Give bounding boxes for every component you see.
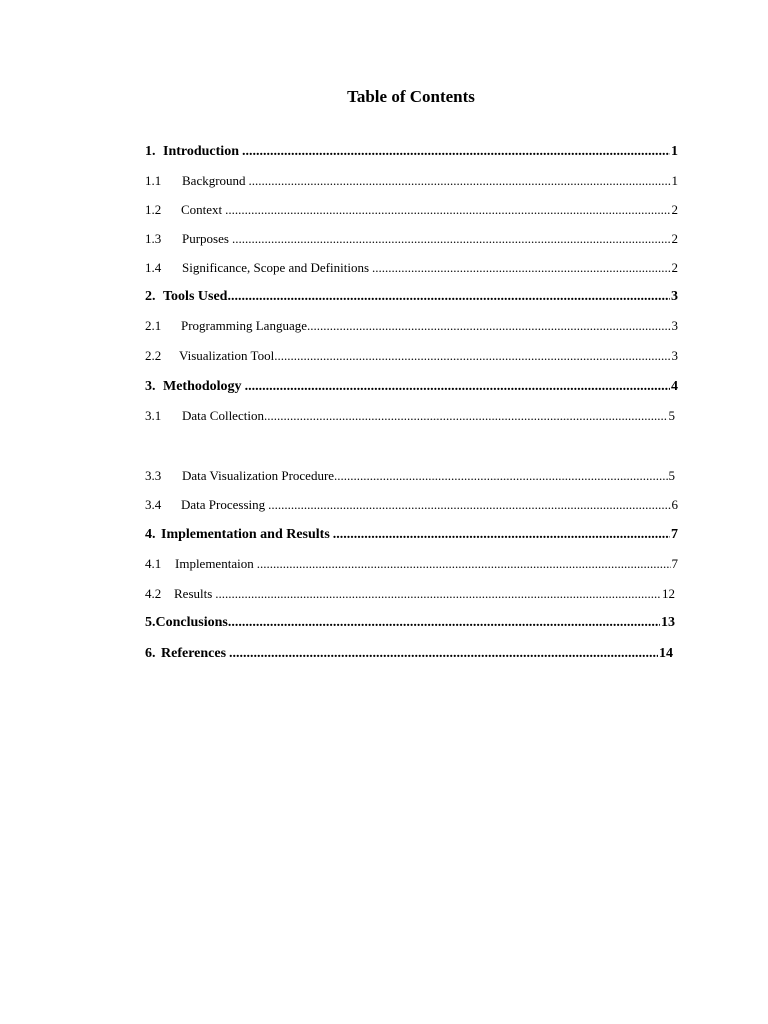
toc-page-number: 2 (671, 260, 678, 275)
toc-entry-programming-language[interactable] (145, 318, 678, 334)
toc-label: Implementation and Results (161, 527, 330, 542)
toc-number: 1.2 (145, 202, 162, 217)
dot-leader (232, 231, 671, 247)
toc-number: 3.1 (145, 408, 162, 423)
dot-leader (225, 202, 670, 218)
dot-leader (228, 615, 660, 631)
toc-page-number: 1 (671, 173, 678, 188)
dot-leader (245, 379, 670, 395)
dot-leader (307, 318, 671, 334)
toc-number: 2. (145, 289, 156, 304)
toc-number: 2.2 (145, 348, 162, 363)
toc-page-number: 2 (671, 202, 678, 217)
dot-leader (257, 556, 671, 572)
toc-page-number: 3 (671, 289, 678, 304)
toc-entry-results[interactable] (145, 586, 675, 602)
dot-leader (242, 144, 670, 160)
toc-label: Programming Language (181, 318, 307, 333)
toc-entry-visualization-tool[interactable] (145, 348, 678, 364)
toc-label: Introduction (163, 144, 239, 159)
toc-label: Implementaion (175, 556, 254, 571)
toc-label: Background (182, 173, 246, 188)
toc-number: 4. (145, 527, 156, 542)
toc-page-number: 2 (671, 231, 678, 246)
toc-number: 1.4 (145, 260, 162, 275)
toc-page-number: 3 (671, 348, 678, 363)
toc-entry-data-processing[interactable] (145, 497, 678, 513)
dot-leader (249, 173, 671, 189)
toc-page-number: 7 (671, 556, 678, 571)
toc-page-number: 7 (671, 527, 678, 542)
toc-label: Data Visualization Procedure (182, 468, 335, 483)
page-title: Table of Contents (347, 87, 475, 106)
toc-entry-background[interactable] (145, 173, 678, 189)
toc-entry-methodology[interactable] (145, 379, 678, 395)
toc-entry-tools-used[interactable] (145, 289, 678, 305)
toc-entry-references[interactable] (145, 646, 673, 662)
dot-leader (229, 646, 658, 662)
toc-number: 1. (145, 144, 156, 159)
toc-label: Visualization Tool (179, 348, 275, 363)
toc-number: 1.3 (145, 231, 162, 246)
toc-page-number: 13 (661, 615, 675, 630)
dot-leader (334, 468, 667, 484)
toc-entry-data-collection[interactable] (145, 408, 675, 424)
toc-label: Purposes (182, 231, 229, 246)
toc-label: References (161, 646, 227, 661)
toc-label: Conclusions (155, 615, 228, 630)
toc-number: 2.1 (145, 318, 162, 333)
toc-label: Significance, Scope and Definitions (182, 260, 370, 275)
toc-entry-implementation-results[interactable] (145, 527, 678, 543)
toc-entry-purposes[interactable] (145, 231, 678, 247)
dot-leader (227, 289, 670, 305)
toc-entry-introduction[interactable] (145, 144, 678, 160)
toc-page-number: 14 (659, 646, 673, 661)
dot-leader (268, 497, 670, 513)
toc-number: 1.1 (145, 173, 162, 188)
toc-page-number: 1 (671, 144, 678, 159)
toc-label: Tools Used (163, 289, 228, 304)
dot-leader (372, 260, 670, 276)
toc-entry-significance[interactable] (145, 260, 678, 276)
dot-leader (274, 348, 670, 364)
toc-label: Context (181, 202, 223, 217)
toc-page-number: 3 (671, 318, 678, 333)
toc-page-number: 5 (668, 408, 675, 423)
toc-label: Data Processing (181, 497, 266, 512)
toc-label: Data Collection (182, 408, 264, 423)
toc-entry-data-visualization-procedure[interactable] (145, 468, 675, 484)
toc-page-number: 12 (662, 586, 675, 601)
toc-number: 3.4 (145, 497, 162, 512)
toc-page-number: 4 (671, 379, 678, 394)
toc-page-number: 6 (671, 497, 678, 512)
dot-leader (333, 527, 670, 543)
dot-leader (264, 408, 668, 424)
toc-label: Results (174, 586, 213, 601)
toc-number: 3.3 (145, 468, 162, 483)
toc-entry-context[interactable] (145, 202, 678, 218)
toc-page-number: 5 (668, 468, 675, 483)
toc-number: 4.2 (145, 586, 162, 601)
toc-label: Methodology (163, 379, 242, 394)
toc-number: 4.1 (145, 556, 162, 571)
dot-leader (215, 586, 661, 602)
toc-entry-implementaion[interactable] (145, 556, 678, 572)
toc-number: 3. (145, 379, 156, 394)
toc-entry-conclusions[interactable] (145, 615, 675, 631)
toc-number: 6. (145, 646, 156, 661)
toc-number: 5. (145, 615, 156, 630)
